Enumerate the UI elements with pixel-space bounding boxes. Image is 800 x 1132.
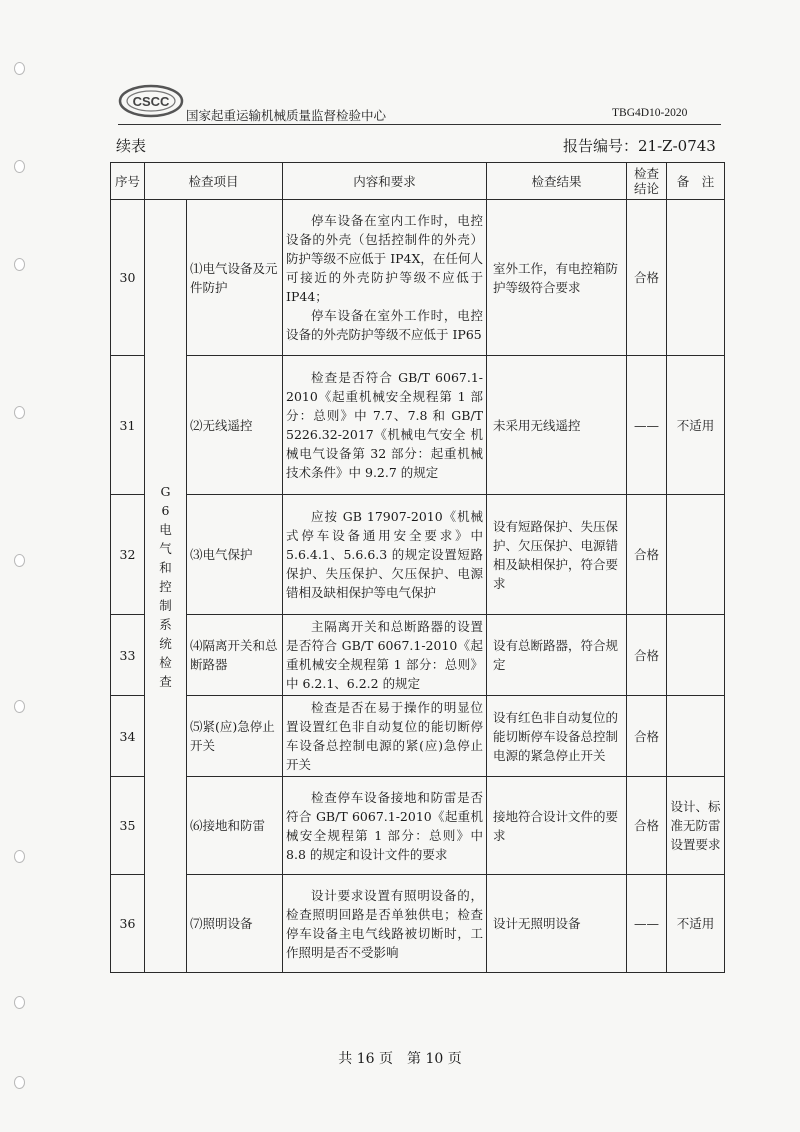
remark bbox=[667, 495, 725, 615]
check-result: 设计无照明设备 bbox=[487, 875, 627, 973]
table-row bbox=[111, 200, 725, 356]
remark: 不适用 bbox=[667, 356, 725, 495]
binder-hole bbox=[14, 1076, 25, 1089]
row-number: 31 bbox=[111, 356, 145, 495]
table-row bbox=[111, 615, 725, 696]
check-result: 室外工作，有电控箱防护等级符合要求 bbox=[487, 200, 627, 356]
table-row bbox=[111, 875, 725, 973]
organization-name: 国家起重运输机械质量监督检验中心 bbox=[186, 108, 387, 123]
header-conclusion: 检查结论 bbox=[627, 163, 667, 200]
check-result: 设有短路保护、失压保护、欠压保护、电源错相及缺相保护，符合要求 bbox=[487, 495, 627, 615]
document-code: TBG4D10-2020 bbox=[612, 107, 688, 119]
row-number: 35 bbox=[111, 777, 145, 875]
report-number: 报告编号：21-Z-0743 bbox=[563, 137, 716, 155]
requirement-text: 检查是否符合 GB/T 6067.1-2010《起重机械安全规程第 1 部分：总则》中 7.7、7.8 和 GB/T 5226.32-2017《机械电气安全 机械电气设备第 32 部分：起重机械技术条件》中 9.2.7 的规定 bbox=[283, 356, 487, 495]
logo-icon bbox=[118, 84, 184, 118]
remark bbox=[667, 200, 725, 356]
table-row bbox=[111, 696, 725, 777]
row-number: 33 bbox=[111, 615, 145, 696]
check-item: ⑷隔离开关和总断路器 bbox=[187, 615, 283, 696]
page-number: 共 16 页 第 10 页 bbox=[338, 1051, 462, 1067]
table-header-row bbox=[111, 163, 725, 200]
row-number: 32 bbox=[111, 495, 145, 615]
table-row bbox=[111, 356, 725, 495]
header-remark: 备 注 bbox=[667, 163, 725, 200]
check-conclusion: —— bbox=[627, 356, 667, 495]
requirement-text: 设计要求设置有照明设备的，检查照明回路是否单独供电；检查停车设备主电气线路被切断时，工作照明是否不受影响 bbox=[283, 875, 487, 973]
binder-hole bbox=[14, 850, 25, 863]
requirement-text: 停车设备在室内工作时，电控设备的外壳（包括控制件的外壳）防护等级不应低于 IP4X，在任何人可接近的外壳防护等级不应低于 IP44； 停车设备在室外工作时，电控设备的外壳防护等级不应低于 IP65 bbox=[283, 200, 487, 356]
binder-hole bbox=[14, 406, 25, 419]
row-number: 34 bbox=[111, 696, 145, 777]
check-conclusion: 合格 bbox=[627, 777, 667, 875]
check-item: ⑸紧(应)急停止开关 bbox=[187, 696, 283, 777]
check-conclusion: 合格 bbox=[627, 615, 667, 696]
binder-hole bbox=[14, 996, 25, 1009]
requirement-text: 应按 GB 17907-2010《机械式停车设备通用安全要求》中 5.6.4.1、5.6.6.3 的规定设置短路保护、失压保护、欠压保护、电源错相及缺相保护等电气保护 bbox=[283, 495, 487, 615]
remark bbox=[667, 696, 725, 777]
check-item: ⑵无线遥控 bbox=[187, 356, 283, 495]
check-item: ⑺照明设备 bbox=[187, 875, 283, 973]
check-conclusion: 合格 bbox=[627, 200, 667, 356]
requirement-text: 主隔离开关和总断路器的设置是否符合 GB/T 6067.1-2010《起重机械安全规程第 1 部分：总则》中 6.2.1、6.2.2 的规定 bbox=[283, 615, 487, 696]
check-result: 接地符合设计文件的要求 bbox=[487, 777, 627, 875]
check-conclusion: —— bbox=[627, 875, 667, 973]
table-row bbox=[111, 495, 725, 615]
continued-label: 续表 bbox=[116, 137, 147, 155]
check-result: 设有总断路器，符合规定 bbox=[487, 615, 627, 696]
header-result: 检查结果 bbox=[487, 163, 627, 200]
group-label: G6电气和控制系统检查 bbox=[145, 200, 187, 973]
requirement-text: 检查是否在易于操作的明显位置设置红色非自动复位的能切断停车设备总控制电源的紧(应)急停止开关 bbox=[283, 696, 487, 777]
table-row bbox=[111, 777, 725, 875]
row-number: 36 bbox=[111, 875, 145, 973]
header-content: 内容和要求 bbox=[283, 163, 487, 200]
binder-hole bbox=[14, 554, 25, 567]
check-result: 设有红色非自动复位的能切断停车设备总控制电源的紧急停止开关 bbox=[487, 696, 627, 777]
check-result: 未采用无线遥控 bbox=[487, 356, 627, 495]
check-conclusion: 合格 bbox=[627, 696, 667, 777]
check-item: ⑶电气保护 bbox=[187, 495, 283, 615]
inspection-table bbox=[110, 162, 725, 973]
check-item: ⑹接地和防雷 bbox=[187, 777, 283, 875]
binder-hole bbox=[14, 62, 25, 75]
svg-text:CSCC: CSCC bbox=[132, 94, 170, 109]
header-divider bbox=[118, 124, 721, 125]
check-conclusion: 合格 bbox=[627, 495, 667, 615]
remark bbox=[667, 615, 725, 696]
remark: 不适用 bbox=[667, 875, 725, 973]
binder-hole bbox=[14, 258, 25, 271]
check-item: ⑴电气设备及元件防护 bbox=[187, 200, 283, 356]
remark: 设计、标准无防雷设置要求 bbox=[667, 777, 725, 875]
header-no: 序号 bbox=[111, 163, 145, 200]
binder-hole bbox=[14, 700, 25, 713]
binder-hole bbox=[14, 160, 25, 173]
header-item: 检查项目 bbox=[145, 163, 283, 200]
requirement-text: 检查停车设备接地和防雷是否符合 GB/T 6067.1-2010《起重机械安全规程第 1 部分：总则》中 8.8 的规定和设计文件的要求 bbox=[283, 777, 487, 875]
row-number: 30 bbox=[111, 200, 145, 356]
